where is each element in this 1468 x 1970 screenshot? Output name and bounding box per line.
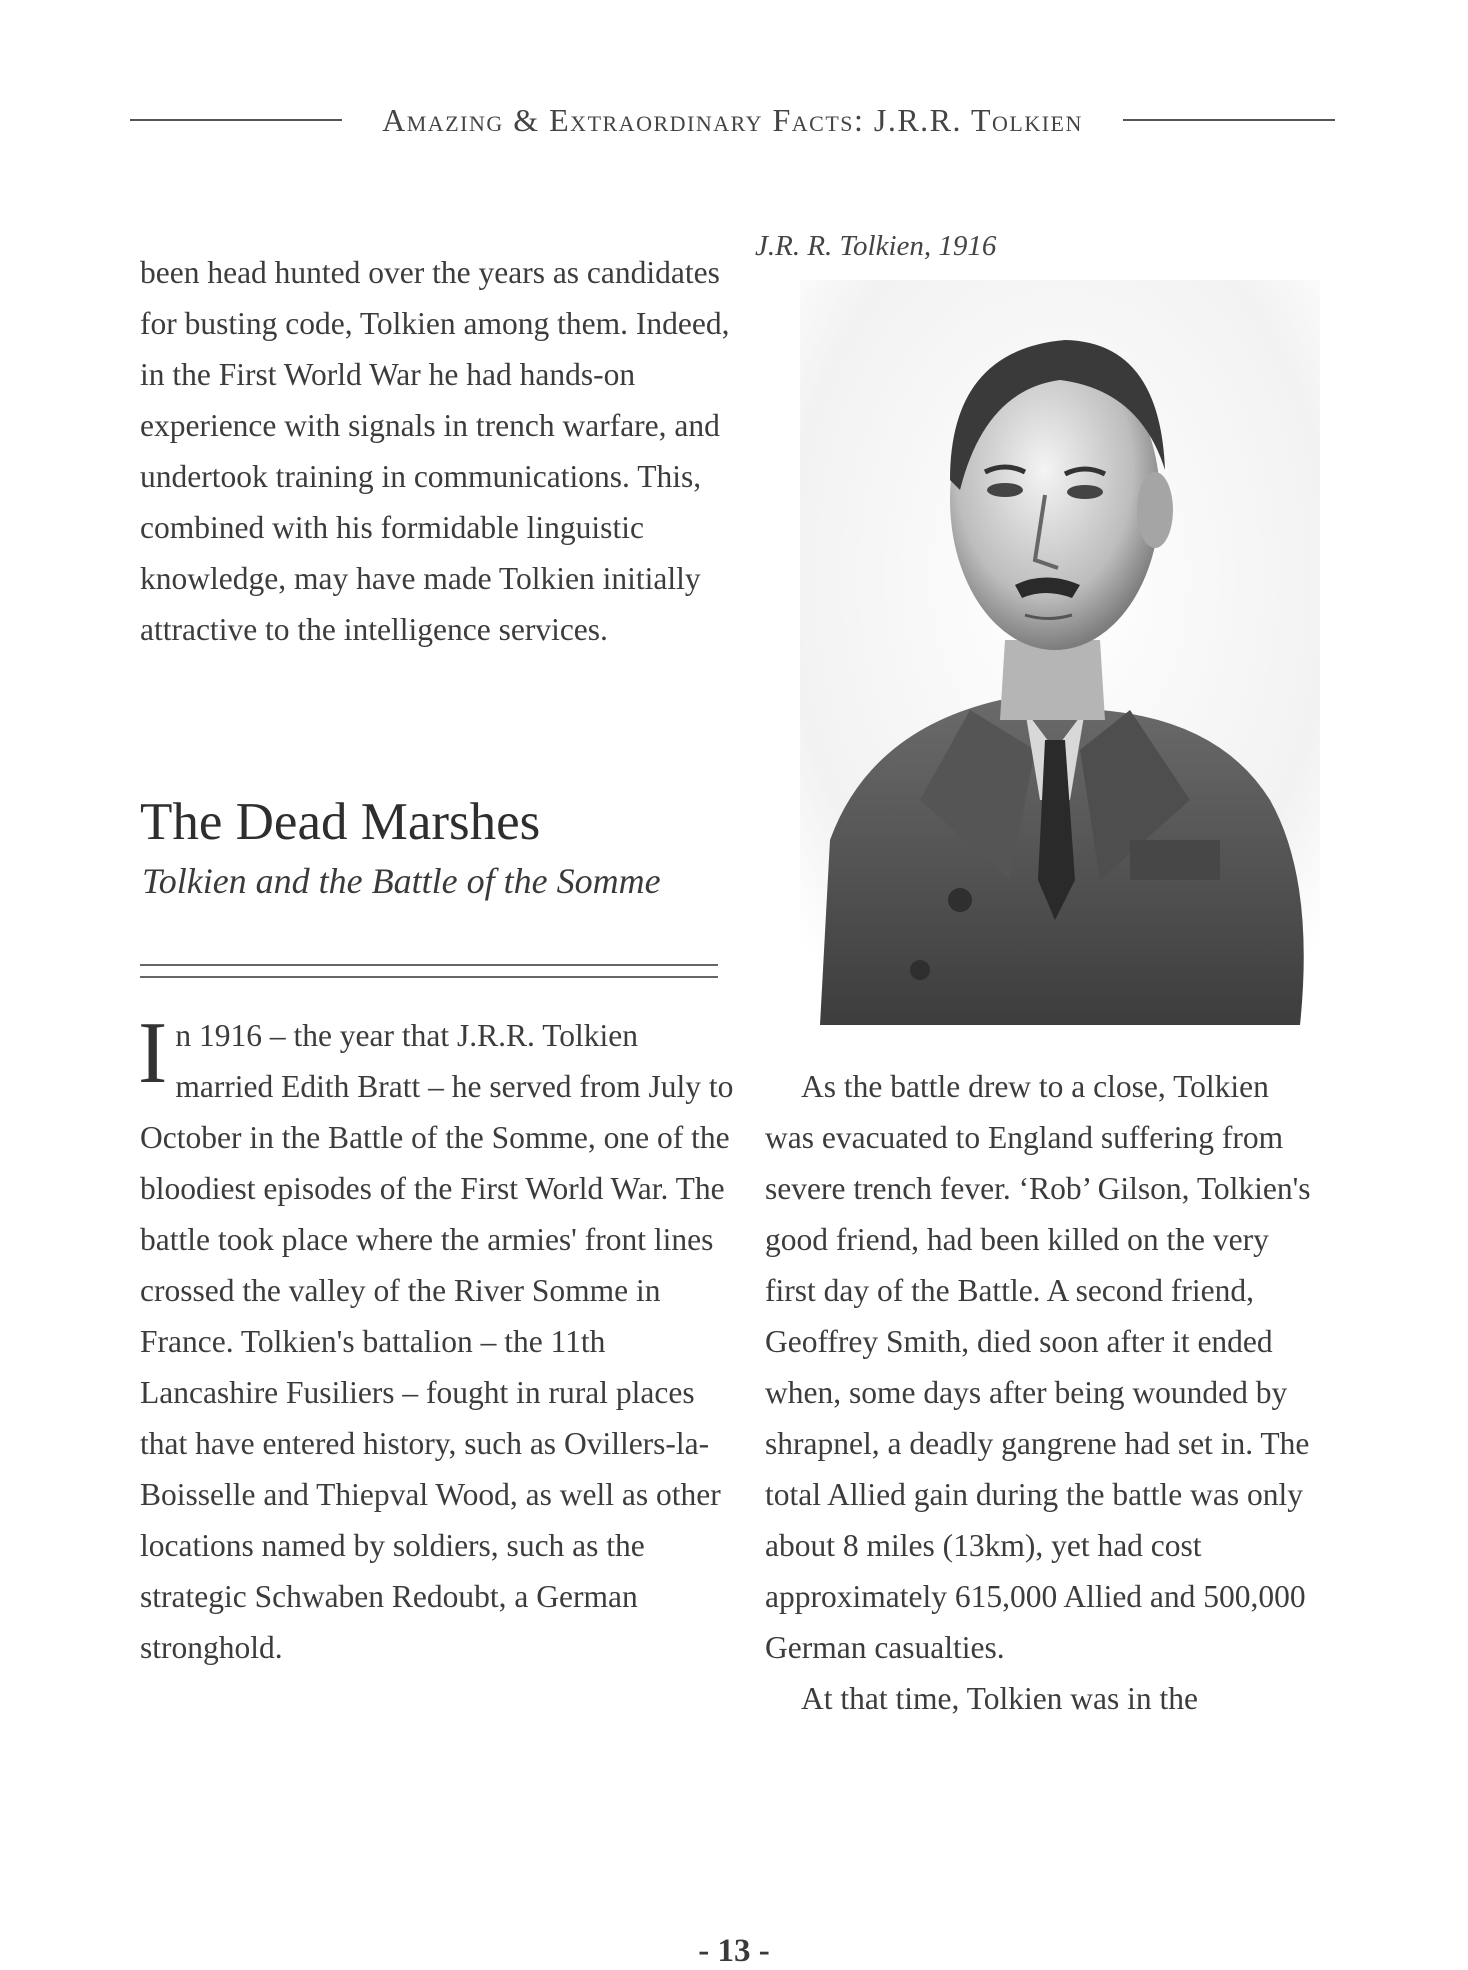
photo-caption: J.R. R. Tolkien, 1916 (755, 230, 997, 262)
continued-paragraph: At that time, Tolkien was in the (801, 1681, 1199, 1716)
left-column-top (140, 247, 740, 655)
left-column-bottom (138, 1005, 740, 1673)
section-title: The Dead Marshes (140, 793, 541, 851)
tolkien-portrait-image (800, 280, 1320, 1025)
running-header (130, 98, 1335, 142)
header-rule-left (130, 119, 342, 121)
drop-cap: I (138, 1005, 168, 1102)
section-subtitle: Tolkien and the Battle of the Somme (142, 861, 661, 901)
intro-paragraph: been head hunted over the years as candidates for busting code, Tolkien among them. Indeed, in the First World War he had hands-on experience with signals in trench warfare, and undertook training in communications. This, combined with his formidable linguistic knowledge, may have made Tolkien initially attractive to the intelligence services. (140, 255, 730, 647)
header-rule-right (1123, 119, 1335, 121)
right-column-bottom (765, 1061, 1325, 1724)
page-number: - 13 - (698, 1933, 770, 1969)
somme-paragraph: n 1916 – the year that J.R.R. Tolkien married Edith Bratt – he served from July to October in the Battle of the Somme, one of the bloodiest episodes of the First World War. The battle took place where the armies' front lines crossed the valley of the River Somme in France. Tolkien's battalion – the 11th Lancashire Fusiliers – fought in rural places that have entered history, such as Ovillers-la-Boisselle and Thiepval Wood, as well as other locations named by soldiers, such as the strategic Schwaben Redoubt, a German stronghold. (140, 1018, 734, 1665)
evacuation-paragraph: As the battle drew to a close, Tolkien was evacuated to England suffering from severe trench fever. ‘Rob’ Gilson, Tolkien's good friend, had been killed on the very first day of the Battle. A second friend, Geoffrey Smith, died soon after it ended when, some days after being wounded by shrapnel, a deadly gangrene had set in. The total Allied gain during the battle was only about 8 miles (13km), yet had cost approximately 615,000 Allied and 500,000 German casualties. (765, 1069, 1311, 1665)
header-title: Amazing & Extraordinary Facts: J.R.R. Tolkien (382, 101, 1083, 138)
section-divider (140, 964, 718, 978)
